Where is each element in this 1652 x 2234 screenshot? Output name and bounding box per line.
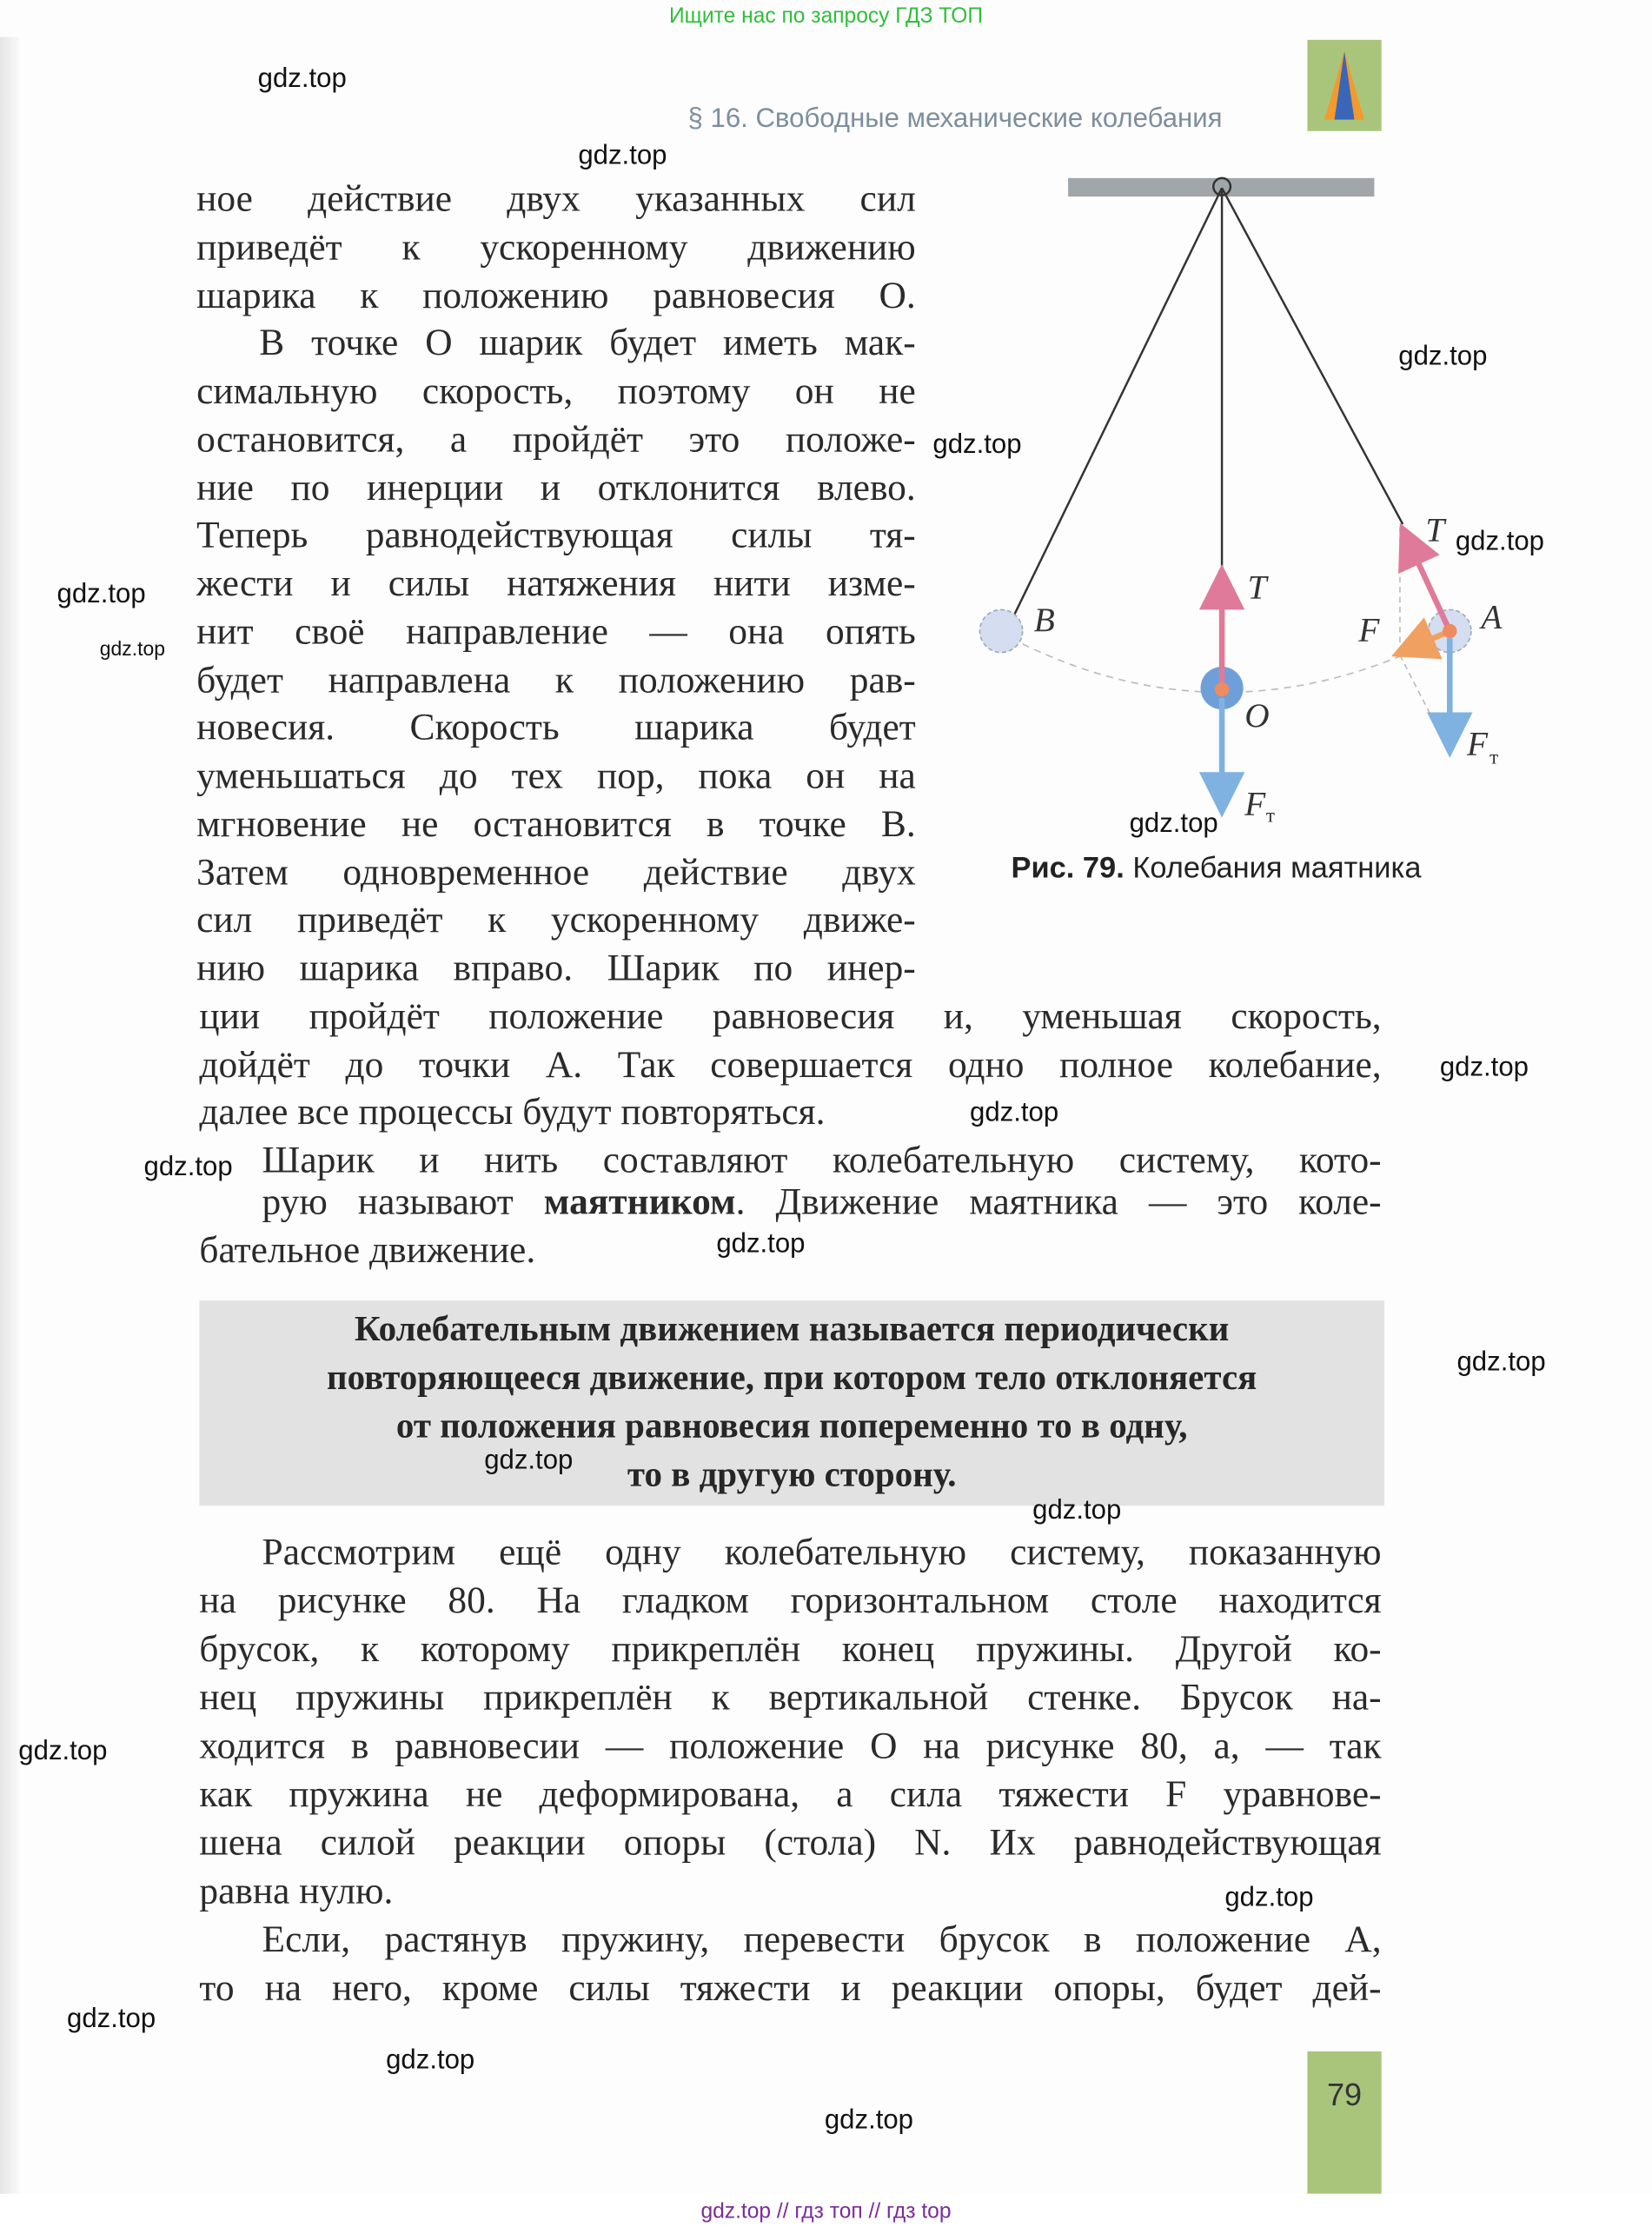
- definition-line: повторяющееся движение, при котором тело отклоняется: [327, 1359, 1257, 1398]
- text-line: симальную скорость, поэтому он не: [196, 369, 916, 412]
- text-line: то на него, кроме силы тяжести и реакции опоры, будет дей-: [199, 1965, 1382, 2009]
- text-line: ние по инерции и отклонится влево.: [196, 465, 916, 509]
- watermark: gdz.top: [1439, 1053, 1529, 1083]
- watermark: gdz.top: [970, 1098, 1059, 1128]
- text-line: мгновение не остановится в точке B.: [196, 801, 916, 845]
- text-line: Рассмотрим ещё одну колебательную систему, показанную: [262, 1530, 1382, 1573]
- text-line: новесия. Скорость шарика будет: [196, 705, 916, 748]
- watermark: gdz.top: [1455, 527, 1544, 557]
- ball-b: [979, 609, 1022, 652]
- text-line: будет направлена к положению рав-: [196, 657, 916, 701]
- top-note: Ищите нас по запросу ГДЗ ТОП: [669, 3, 984, 29]
- text-line: жести и силы натяжения нити изме-: [196, 561, 916, 604]
- watermark: gdz.top: [484, 1446, 574, 1476]
- text-line: дойдёт до точки A. Так совершается одно полное колебание,: [199, 1041, 1382, 1085]
- definition-line: от положения равновесия попеременно то в одну,: [395, 1407, 1188, 1446]
- text-line: бательное движение.: [199, 1227, 536, 1271]
- text-line: шена силой реакции опоры (стола) N. Их равнодействующая: [199, 1820, 1382, 1864]
- label-f: F: [1358, 610, 1380, 649]
- tension-arrow-a: [1407, 538, 1450, 631]
- thread-a: [1222, 188, 1403, 524]
- pendulum-figure: [0, 0, 1652, 912]
- text-line: нию шарика вправо. Шарик по инер-: [196, 946, 916, 989]
- text-line: нит своё направление — она опять: [196, 608, 916, 653]
- label-ft-a: F: [1466, 724, 1488, 763]
- text-line: Затем одновременное действие двух: [196, 849, 916, 893]
- watermark: gdz.top: [56, 579, 146, 610]
- label-a: A: [1481, 597, 1503, 636]
- text-line: далее все процессы будут повторяться.: [199, 1090, 826, 1134]
- label-ft: F: [1244, 784, 1266, 823]
- text-line: остановится, а пройдёт это положе-: [196, 416, 916, 460]
- text-line: Если, растянув пружину, перевести брусок в положение A,: [262, 1917, 1382, 1960]
- bottom-note: gdz.top // гдз топ // гдз top: [700, 2199, 952, 2224]
- watermark: gdz.top: [99, 636, 165, 660]
- watermark: gdz.top: [18, 1736, 108, 1767]
- text-line: В точке O шарик будет иметь мак-: [259, 321, 916, 364]
- text-line: шарика к положению равновесия O.: [196, 272, 916, 316]
- page-number: 79: [1326, 2077, 1363, 2113]
- text-line: Теперь равнодействующая силы тя-: [196, 513, 916, 556]
- watermark: gdz.top: [257, 63, 347, 95]
- text-line: уменьшаться до тех пор, пока он на: [196, 753, 916, 797]
- watermark: gdz.top: [824, 2105, 914, 2136]
- text-line: на рисунке 80. На гладком горизонтальном столе находится: [199, 1578, 1382, 1621]
- watermark: gdz.top: [1129, 808, 1218, 840]
- section-header: § 16. Свободные механические колебания: [687, 103, 1223, 135]
- watermark: gdz.top: [578, 141, 667, 171]
- watermark: gdz.top: [1456, 1347, 1546, 1378]
- text-line: как пружина не деформирована, а сила тяжести F уравнове-: [199, 1772, 1382, 1815]
- text-line: брусок, к которому прикреплён конец пружины. Другой ко-: [199, 1626, 1382, 1670]
- thread-b: [1014, 188, 1222, 615]
- watermark: gdz.top: [143, 1152, 233, 1183]
- text-line: сил приведёт к ускоренному движе-: [196, 897, 916, 941]
- watermark: gdz.top: [1224, 1883, 1314, 1913]
- label-t: T: [1247, 568, 1267, 607]
- text-line: равна нулю.: [199, 1869, 394, 1912]
- text-line: ходится в равновесии — положение O на рисунке 80, a, — так: [199, 1723, 1382, 1767]
- text-line: приведёт к ускоренному движению: [196, 224, 916, 268]
- svg-text:т: т: [1489, 746, 1499, 768]
- label-b: B: [1033, 600, 1055, 639]
- watermark: gdz.top: [67, 2004, 156, 2035]
- label-o: O: [1244, 695, 1270, 735]
- svg-text:т: т: [1265, 804, 1275, 827]
- text-line: Шарик и нить составляют колебательную систему, кото-: [262, 1138, 1382, 1181]
- text-line: ное действие двух указанных сил: [196, 176, 916, 220]
- watermark: gdz.top: [1398, 342, 1488, 372]
- label-t-a: T: [1425, 510, 1445, 549]
- watermark: gdz.top: [1032, 1495, 1122, 1526]
- text-line: рую называют маятником. Движение маятника — это коле-: [262, 1179, 1382, 1223]
- definition-line: то в другую сторону.: [627, 1455, 957, 1495]
- text-line: ции пройдёт положение равновесия и, уменьшая скорость,: [199, 994, 1382, 1037]
- figure-caption: Рис. 79. Колебания маятника: [1011, 852, 1422, 885]
- text-line: нец пружины прикреплён к вертикальной стенке. Брусок на-: [199, 1675, 1382, 1719]
- watermark: gdz.top: [716, 1229, 806, 1260]
- page-number-tab: [1307, 2051, 1381, 2194]
- watermark: gdz.top: [932, 429, 1022, 461]
- definition-line: Колебательным движением называется периодически: [355, 1310, 1230, 1349]
- watermark: gdz.top: [386, 2045, 475, 2076]
